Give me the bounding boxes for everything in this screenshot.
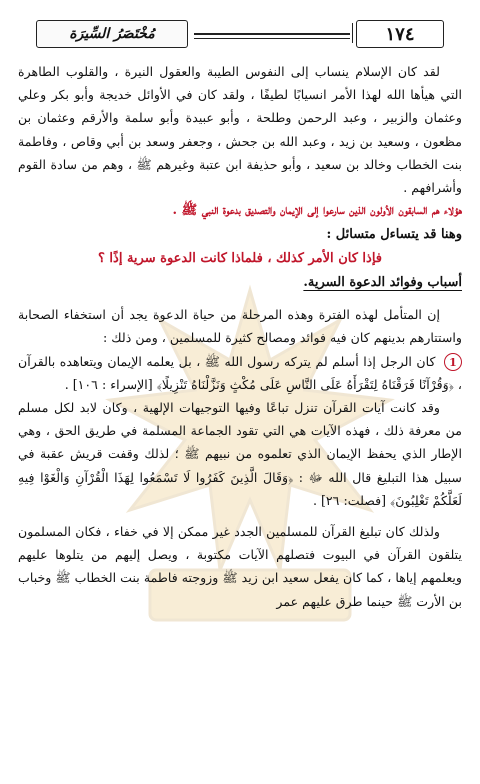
paragraph-quran-verses: وقد كانت آيات القرآن تنزل تباعًا وفيها التوجيهات الإلهية ، وكان لابد لكل مسلم من معرفة ذلك ، فهذه الآيات هي التي تقود الجماعة المسلمة في طريق الحق ، وهي الإطار الذي يحفظ الإيمان الذي تعلموه من نبيهم ﷺ ؛ لذلك وقفت قريش عقبة في سبيل هذا التبليغ قال الله ﷻ : ﴿وَقَالَ الَّذِينَ كَفَرُوا لَا تَسْمَعُوا لِهَذَا الْقُرْآنِ وَالْغَوْا فِيهِ لَعَلَّكُمْ تَغْلِبُونَ﴾ [فصلت: ٢٦] . (18, 400, 462, 508)
heading-question-intro: وهنا قد يتساءل متسائل : (326, 227, 462, 243)
list-item-1 (18, 350, 462, 396)
page-number: ١٧٤ (356, 20, 444, 48)
heading-reasons: أسباب وفوائد الدعوة السرية. (303, 275, 462, 291)
page-header (18, 0, 462, 60)
list-number-badge: 1 (444, 353, 462, 371)
heading-question: فإذا كان الأمر كذلك ، فلماذا كانت الدعوة سرية إذًا ؟ (98, 251, 382, 267)
paragraph-reasons-intro: إن المتأمل لهذه الفترة وهذه المرحلة من حياة الدعوة يجد أن استخفاء الصحابة واستتارهم بدينهم كان فيه فوائد ومصالح كثيرة للمسلمين ، ومن ذلك : (18, 307, 462, 346)
book-title-logo: مُخْتَصَرُ السِّيرَة (36, 20, 188, 48)
paragraph-early-believers: لقد كان الإسلام ينساب إلى النفوس الطيبة والعقول النيرة ، والقلوب الطاهرة التي هيأها الله لهذا الأمر انسيابًا لطيفًا ، ولقد كان في الأوائل خديجة وأبو بكر وعلي وعثمان والزبير ، وعبد الرحمن وطلحة ، وأبو عبيدة وأبو سلمة والأرقم وعثمان بن مظعون ، وسعيد بن زيد ، وعبد الله بن جحش ، وجعفر وسعد بن أبي وقاص ، وفاطمة بنت الخطاب وخالد بن سعيد ، وأبو حذيفة ابن عتبة وغيرهم ﷺ ، وهم من سادة القوم وأشرافهم . (18, 64, 462, 196)
page-content (18, 60, 462, 613)
paragraph-secret-teaching: ولذلك كان تبليغ القرآن للمسلمين الجدد غير ممكن إلا في خفاء ، فكان المسلمون يتلقون القرآن في البيوت فتصلهم الآيات مكتوبة ، ويصل إليهم من يتلوها عليهم ويعلمهم إياها ، كما كان يفعل سعيد ابن زيد ﷺ وزوجته فاطمة بنت الخطاب ﷺ وخباب بن الأرت ﷺ حينما طرق عليهم عمر (18, 524, 462, 609)
heading-first-believers: هؤلاء هم السابقون الأولون الذين سارعوا إلى الإيمان والتصديق بدعوة النبي ﷺ . (172, 203, 462, 219)
list-item-1-text: كان الرجل إذا أسلم لم يتركه رسول الله ﷺ ، بل يعلمه الإيمان ويتعاهده بالقرآن ، ﴿وَقُرْآنًا فَرَقْنَاهُ لِتَقْرَأَهُ عَلَى النَّاسِ عَلَى مُكْثٍ وَنَزَّلْنَاهُ تَنْزِيلًا﴾ [الإسراء : ١٠٦] . (18, 353, 462, 392)
header-rule (194, 33, 350, 35)
